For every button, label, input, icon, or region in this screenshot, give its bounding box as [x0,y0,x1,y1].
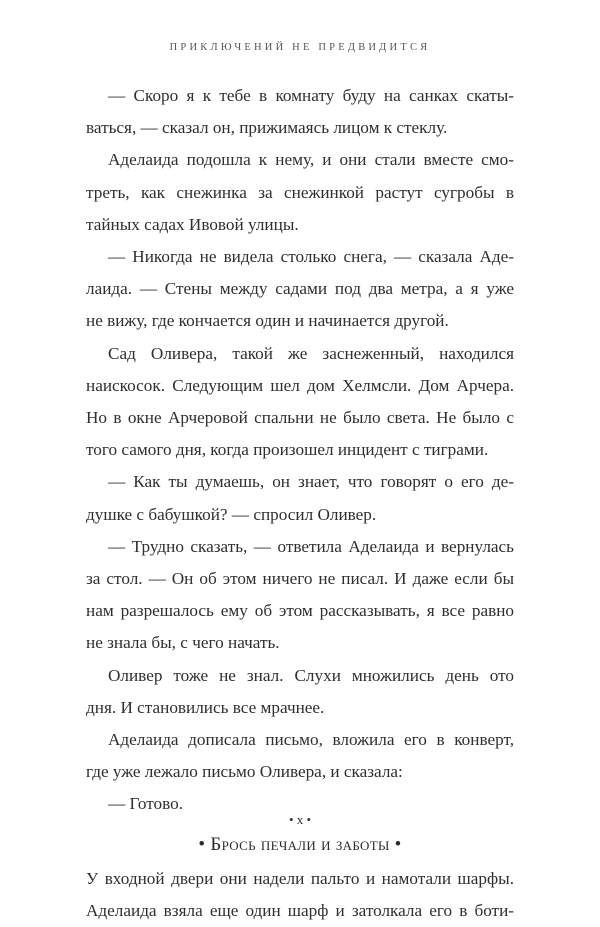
text-line: Но в окне Арчеровой спальни не было света. Не было с [86,408,514,428]
text-line: — Никогда не видела столько снега, — сказала Аде- [108,247,514,267]
text-line: того самого дня, когда произошел инцидент с тиграми. [86,440,489,460]
text-line: Сад Оливера, такой же заснеженный, находился [108,343,514,363]
text-line: нам разрешалось ему об этом рассказывать, я все равно [86,601,514,621]
text-line: Аделаида взяла еще один шарф и затолкала его в боти- [86,900,514,920]
text-line: Аделаида подошла к нему, и они стали вместе смо- [108,150,514,170]
text-lines-before-subheading [86,80,514,821]
body-text [86,80,514,927]
text-line: лаида. — Стены между садами под два метра, а я уже [86,279,514,299]
text-line: — Трудно сказать, — ответила Аделаида и вернулась [108,536,514,556]
running-head: ПРИКЛЮЧЕНИЙ НЕ ПРЕДВИДИТСЯ [169,42,431,53]
text-line: треть, как снежинка за снежинкой растут сугробы в [86,182,514,202]
section-subheading: • Брось печали и заботы • [198,833,402,855]
text-line: душке с бабушкой? — спросил Оливер. [86,504,377,524]
text-line: У входной двери они надели пальто и намотали шарфы. [86,868,514,888]
text-line: наискосок. Следующим шел дом Хелмсли. Дом Арчера. [86,375,514,395]
text-line: Оливер тоже не знал. Слухи множились день ото [108,665,514,685]
text-line: — Скоро я к тебе в комнату буду на санках скаты- [108,86,514,105]
text-line: Аделаида дописала письмо, вложила его в конверт, [108,730,514,750]
text-line: тайных садах Ивовой улицы. [86,214,299,234]
text-line: не знала бы, с чего начать. [86,633,280,653]
text-line: за стол. — Он об этом ничего не писал. И даже если бы [86,569,514,589]
text-line: не вижу, где кончается один и начинается другой. [86,311,449,331]
page-number: • x • [288,812,312,827]
text-line: дня. И становились все мрачнее. [86,697,325,717]
text-line: ваться, — сказал он, прижимаясь лицом к стеклу. [86,118,448,138]
text-lines-after-subheading [86,863,514,927]
text-line: — Как ты думаешь, он знает, что говорят о его де- [108,472,514,492]
text-line: где уже лежало письмо Оливера, и сказала: [86,762,403,782]
text-line: — Готово. [108,794,184,814]
